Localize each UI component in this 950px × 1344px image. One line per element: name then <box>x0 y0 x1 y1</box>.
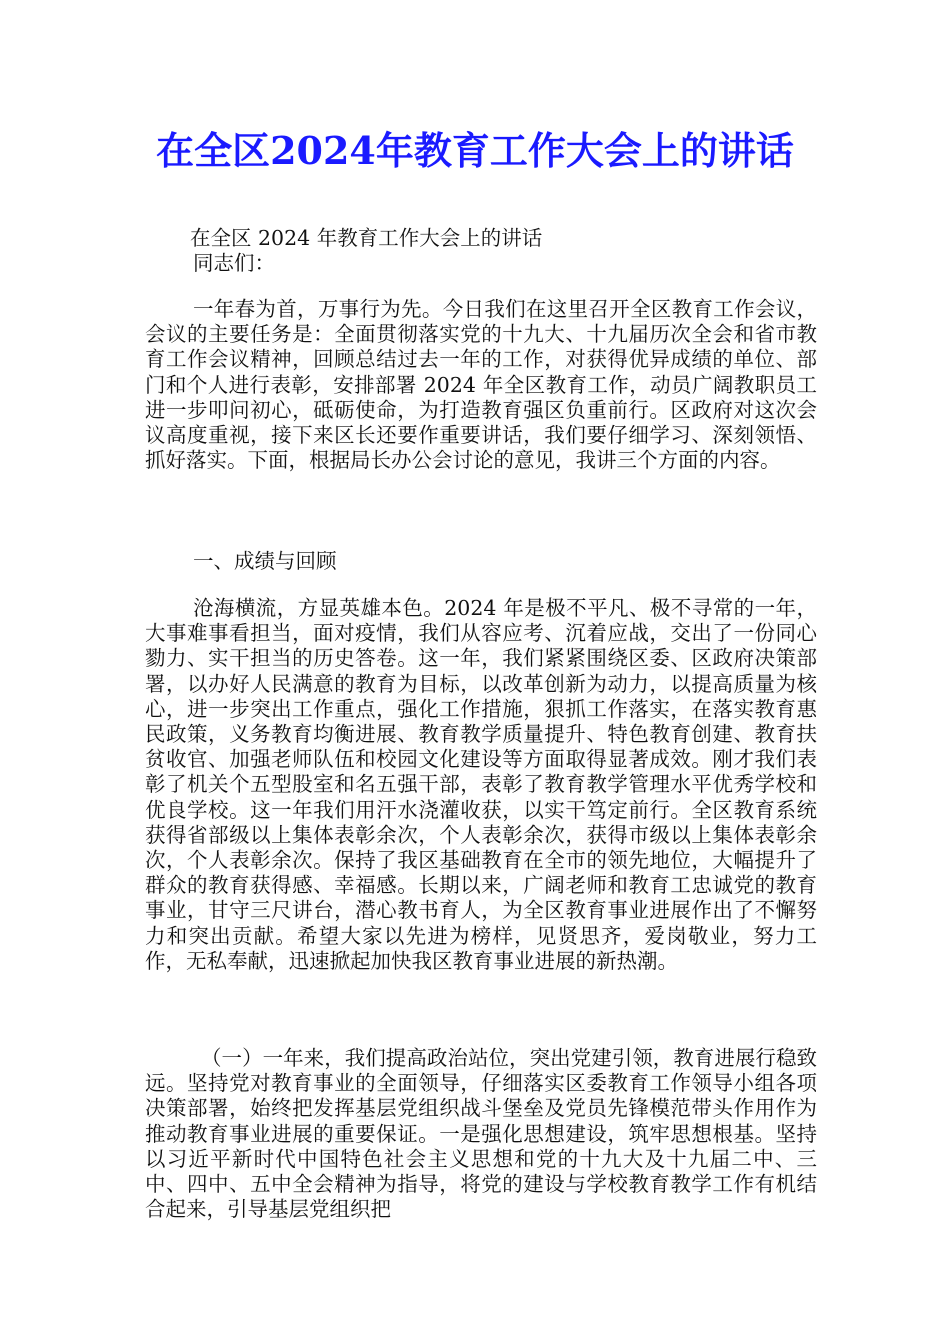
document-title: 在全区2024年教育工作大会上的讲话 <box>156 128 794 173</box>
review-paragraph: 沧海横流，方显英雄本色。2024 年是极不平凡、极不寻常的一年，大事难事看担当，面对疫情，我们从容应考、沉着应战，交出了一份同心勠力、实干担当的历史答卷。这一年，我们紧紧围绕区委、区政府决策部署，以办好人民满意的教育为目标，以改革创新为动力，以提高质量为核心，进一步突出工作重点，强化工作措施，狠抓工作落实，在落实教育惠民政策，义务教育均衡进展、教育教学质量提升、特色教育创建、教育扶贫收官、加强老师队伍和校园文化建设等方面取得显著成效。刚才我们表彰了机关个五型股室和名五强干部，表彰了教育教学管理水平优秀学校和优良学校。这一年我们用汗水浇灌收获，以实干笃定前行。全区教育系统获得省部级以上集体表彰余次，个人表彰余次，获得市级以上集体表彰余次，个人表彰余次。保持了我区基础教育在全市的领先地位，大幅提升了群众的教育获得感、幸福感。长期以来，广阔老师和教育工忠诚党的教育事业，甘守三尺讲台，潜心教书育人，为全区教育事业进展作出了不懈努力和突出贡献。希望大家以先进为榜样，见贤思齐，爱岗敬业，努力工作，无私奉献，迅速掀起加快我区教育事业进展的新热潮。 <box>145 596 817 973</box>
section-heading: 一、成绩与回顾 <box>193 549 337 573</box>
item-one-paragraph: （一）一年来，我们提高政治站位，突出党建引领，教育进展行稳致远。坚持党对教育事业的全面领导，仔细落实区委教育工作领导小组各项决策部署，始终把发挥基层党组织战斗堡垒及党员先锋模范带头作用作为推动教育事业进展的重要保证。一是强化思想建设，筑牢思想根基。坚持以习近平新时代中国特色社会主义思想和党的十九大及十九届二中、三中、四中、五中全会精神为指导，将党的建设与学校教育教学工作有机结合起来，引导基层党组织把 <box>145 1046 817 1222</box>
intro-paragraph: 一年春为首，万事行为先。今日我们在这里召开全区教育工作会议，会议的主要任务是：全面贯彻落实党的十九大、十九届历次全会和省市教育工作会议精神，回顾总结过去一年的工作，对获得优异成绩的单位、部门和个人进行表彰，安排部署 2024 年全区教育工作，动员广阔教职员工进一步叩问初心，砥砺使命，为打造教育强区负重前行。区政府对这次会议高度重视，接下来区长还要作重要讲话，我们要仔细学习、深刻领悟、抓好落实。下面，根据局长办公会讨论的意见，我讲三个方面的内容。 <box>145 297 817 473</box>
document-subtitle: 在全区 2024 年教育工作大会上的讲话 <box>190 226 543 250</box>
salutation: 同志们： <box>193 251 275 275</box>
